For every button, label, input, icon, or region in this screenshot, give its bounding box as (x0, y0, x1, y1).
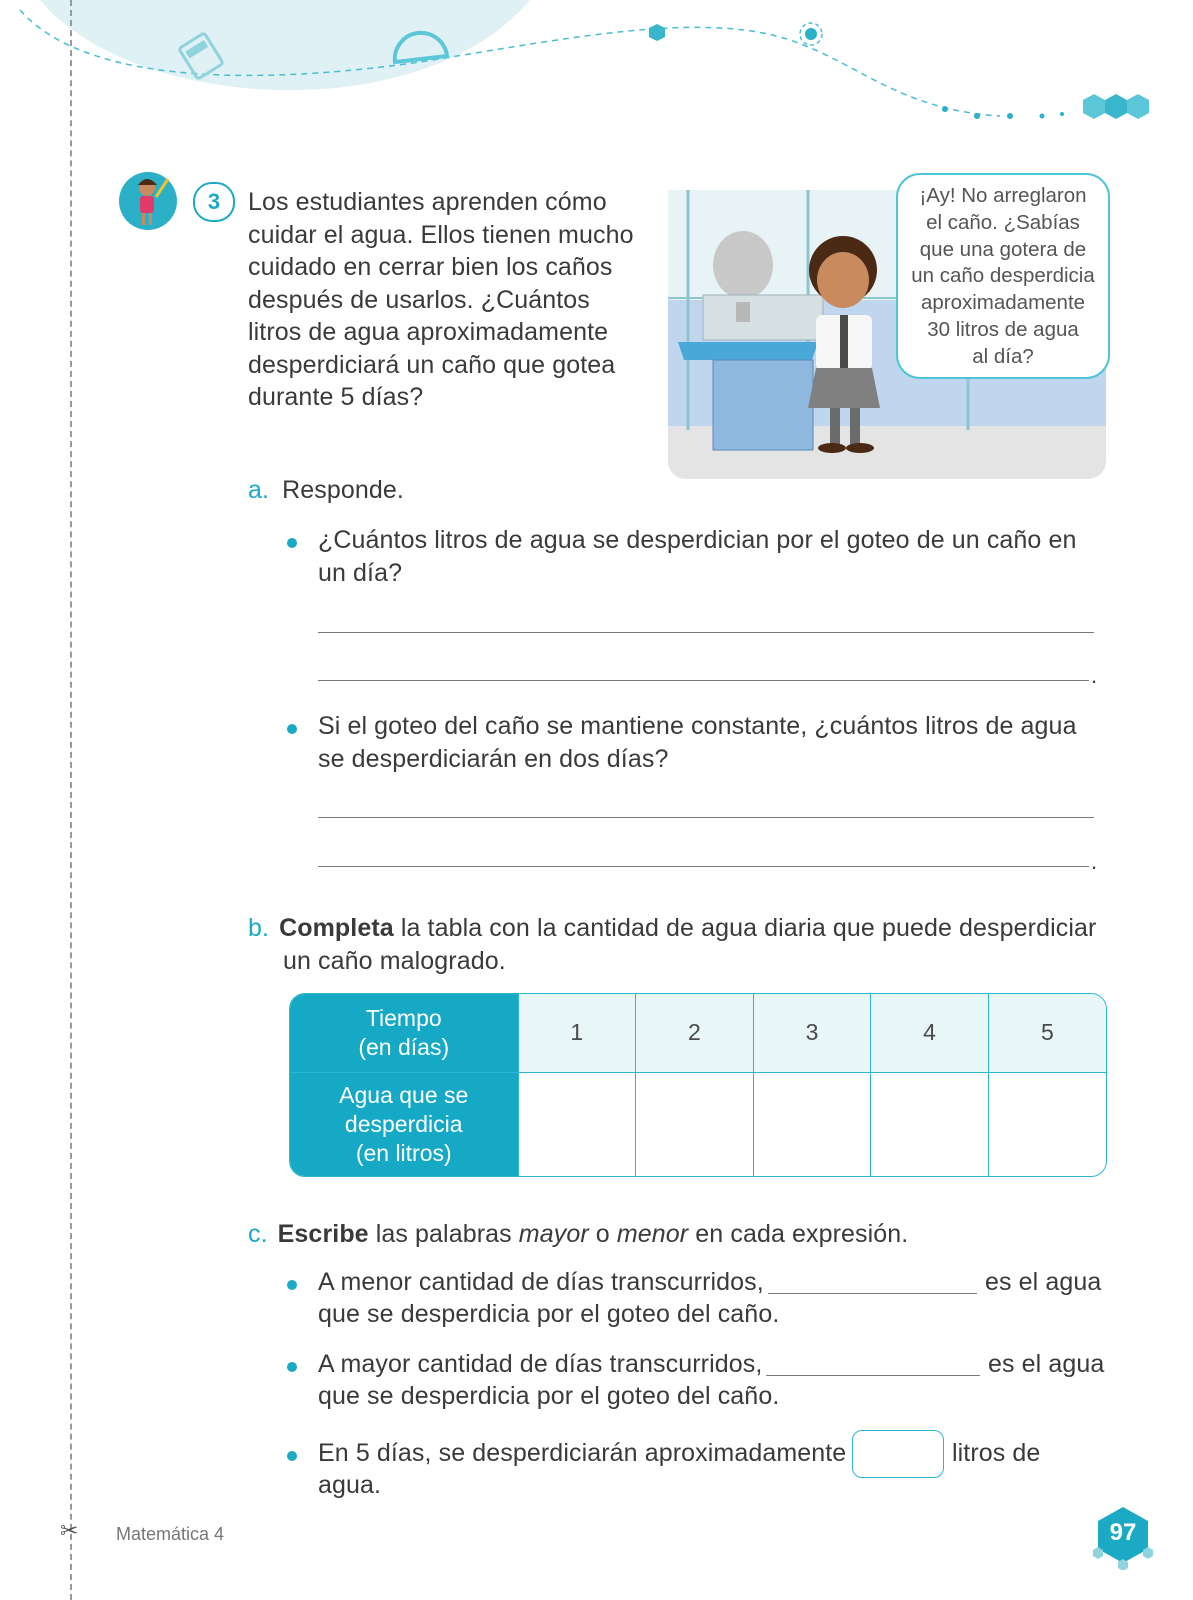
statement-2-line1: A mayor cantidad de días transcurridos, (318, 1350, 763, 1378)
row-header-time (290, 994, 518, 1072)
text-line (248, 912, 1118, 945)
answer-line[interactable] (318, 817, 1094, 818)
bubble-line: un caño desperdicia (911, 264, 1095, 288)
liters-input-cell[interactable] (753, 1072, 871, 1176)
problem-text (248, 186, 668, 414)
part-letter: b. (248, 914, 270, 942)
day-cell: 1 (518, 994, 636, 1072)
text-line: desperdicia (344, 1110, 463, 1137)
header-decoration (0, 0, 1193, 130)
text: en cada expresión. (688, 1220, 909, 1248)
bold-word: Escribe (277, 1220, 369, 1248)
text-line: después de usarlos. ¿Cuántos (248, 285, 590, 314)
liters-input-cell[interactable] (988, 1072, 1106, 1176)
part-letter: c. (248, 1220, 268, 1248)
bullet (287, 1451, 297, 1461)
statement-2-tail: es el agua (988, 1350, 1105, 1378)
answer-period: . (1091, 849, 1098, 874)
bold-word: Completa (279, 914, 394, 942)
statement-1-line2: que se desperdicia por el goteo del caño. (318, 1300, 780, 1328)
bubble-line: ¡Ay! No arreglaron (919, 184, 1087, 207)
part-title: Responde (282, 476, 397, 504)
part-c-heading (248, 1218, 1108, 1251)
text-line: cuidado en cerrar bien los caños (248, 253, 613, 281)
question-2 (318, 710, 1108, 775)
question-1 (318, 524, 1108, 589)
bubble-line: que una gotera de (919, 237, 1087, 261)
bullet (287, 724, 297, 734)
table-row (290, 994, 1106, 1072)
cut-line (70, 0, 72, 1600)
bullet (287, 1280, 297, 1290)
student-avatar (118, 171, 178, 231)
text-line: un caño malogrado. (283, 946, 506, 975)
text-line: ¿Cuántos litros de agua se desperdician por el goteo de un caño en (318, 526, 1077, 554)
answer-line[interactable] (318, 866, 1089, 867)
liters-input-cell[interactable] (636, 1072, 754, 1176)
liters-input-cell[interactable] (518, 1072, 636, 1176)
italic-word: mayor (518, 1220, 589, 1248)
part-title-suffix: . (396, 476, 404, 504)
blank-field[interactable] (768, 1293, 977, 1294)
answer-box[interactable] (852, 1430, 944, 1478)
statement-1-line1: A menor cantidad de días transcurridos, (318, 1268, 764, 1296)
day-cell: 3 (753, 994, 871, 1072)
speech-bubble (896, 173, 1110, 379)
text-line: cuidar el agua. Ellos tienen mucho (248, 220, 634, 249)
part-b-text (248, 912, 1118, 977)
text-line: (en días) (358, 1033, 450, 1060)
day-cell: 5 (988, 994, 1106, 1072)
day-cell: 4 (871, 994, 989, 1072)
scissors-icon: ✂ (60, 1518, 79, 1543)
page-number: 97 (1109, 1519, 1137, 1546)
statement-2-line2: que se desperdicia por el goteo del caño. (318, 1382, 780, 1410)
part-letter: a. (248, 476, 270, 504)
text: las palabras (368, 1220, 519, 1248)
part-a-heading (248, 474, 404, 507)
text-line: Si el goteo del caño se mantiene constante, ¿cuántos litros de agua (318, 712, 1077, 740)
statement-3-tail: litros de (952, 1439, 1041, 1467)
bubble-line: aproximadamente (920, 291, 1086, 315)
answer-period: . (1091, 663, 1098, 688)
statement-1-tail: es el agua (985, 1268, 1102, 1296)
problem-number-badge: 3 (193, 182, 235, 222)
bullet (287, 538, 297, 548)
statement-3-line1: En 5 días, se desperdiciarán aproximadamente (318, 1439, 847, 1467)
bubble-line: al día? (972, 344, 1034, 368)
cubes-icon (1083, 94, 1149, 119)
day-cell: 2 (636, 994, 754, 1072)
text-line: Agua que se (339, 1081, 469, 1108)
cube-icon (649, 24, 665, 41)
data-table (289, 993, 1107, 1177)
italic-word: menor (616, 1220, 689, 1248)
text-line: durante 5 días? (248, 383, 424, 411)
text: la tabla con la cantidad de agua diaria que puede desperdiciar (393, 914, 1097, 942)
text-line: (en litros) (355, 1139, 452, 1166)
bullet (287, 1362, 297, 1372)
answer-line[interactable] (318, 680, 1089, 681)
text-line: un día? (318, 558, 403, 587)
text-line: Tiempo (365, 1004, 442, 1031)
bubble-line: 30 litros de agua (927, 317, 1079, 341)
text-line: se desperdiciarán en dos días? (318, 744, 669, 773)
text-line: Los estudiantes aprenden cómo (248, 188, 607, 216)
text: o (588, 1220, 617, 1248)
answer-line[interactable] (318, 632, 1094, 633)
text-line: desperdiciará un caño que gotea (248, 350, 616, 379)
book-title: Matemática 4 (116, 1524, 225, 1544)
text-line: litros de agua aproximadamente (248, 318, 609, 346)
statement-3-line2: agua. (318, 1471, 382, 1499)
row-header-water (290, 1072, 518, 1176)
blank-field[interactable] (766, 1375, 980, 1376)
liters-input-cell[interactable] (871, 1072, 989, 1176)
table-row (290, 1072, 1106, 1176)
bubble-line: el caño. ¿Sabías (926, 210, 1080, 234)
